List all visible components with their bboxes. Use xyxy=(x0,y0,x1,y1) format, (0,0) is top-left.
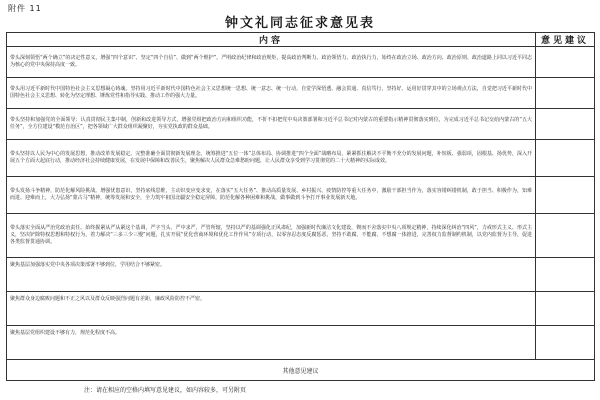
table-header-row xyxy=(7,33,595,47)
table-row xyxy=(7,47,595,78)
comment-cell[interactable] xyxy=(536,78,595,109)
content-column-header: 内容 xyxy=(7,33,536,47)
footer-note: 注：请在相应的空格内填写意见建议，如内容较多，可另附页 xyxy=(84,387,247,394)
table-row xyxy=(7,78,595,109)
comment-cell[interactable] xyxy=(536,258,595,292)
comment-cell[interactable] xyxy=(536,214,595,258)
feedback-table xyxy=(6,32,595,381)
attachment-label: 附件 11 xyxy=(8,4,42,13)
content-cell: 聚焦基层党组织建设不够有力，规范化程度不高。 xyxy=(7,326,536,360)
table-row xyxy=(7,109,595,140)
table-row xyxy=(7,258,595,292)
content-cell: 带头坚持以人民为中心的发展思想，推动改革发展稳定。完整准确全面贯彻新发展理念，统筹推进“五位一体”总体布局、协调推进“四个全面”战略布局，紧紧抓住解决不平衡不充分的发展问题，补短板、强弱项，固根基、扬优势，深入开展五个方面大起底行动，推动经济社会持续健康发展，在发展中保障和改善民生，聚焦解决人民群众急难愁盼问题，让人民群众享受到学习贯彻党的二十大精神的实际成效。 xyxy=(7,140,536,177)
content-cell: 带头用习近平新时代中国特色社会主义思想凝心铸魂。坚持用习近平新时代中国特色社会主义思想统一思想、统一意志、统一行动，自觉学深悟透、融会贯通、真信笃行，坚持好、运用好贯穿其中的立场观点方法，自觉把习近平新时代中国特色社会主义思想、转化为坚定理想、锤炼党性和指导实践、推动工作的强大力量。 xyxy=(7,78,536,109)
comment-cell[interactable] xyxy=(536,326,595,360)
comment-cell[interactable] xyxy=(536,177,595,214)
comment-cell[interactable] xyxy=(536,109,595,140)
comment-cell[interactable] xyxy=(536,292,595,326)
content-cell: 带头坚持和加强党的全面领导：认真贯彻民主集中制，创新和改进领导方式，增强党组把政治方向和组织功能，不折不扣把党中央决策部署和习近平总书记对内蒙古的重要指示精神贯彻落实到位，为完成习近平总书记交给内蒙古的“五大任务”，全方位建设“模范自治区”，把各领域广大群众组织凝聚好，夯实党执政的群众基础。 xyxy=(7,109,536,140)
table-row xyxy=(7,140,595,177)
comment-cell[interactable] xyxy=(536,47,595,78)
table-row xyxy=(7,292,595,326)
content-cell: 聚焦基层加强落实党中央各项决策部署不够到位，学用结合不够紧密。 xyxy=(7,258,536,292)
comment-cell[interactable] xyxy=(536,140,595,177)
table-row xyxy=(7,214,595,258)
table-row xyxy=(7,326,595,360)
other-comments-row xyxy=(7,360,595,381)
page-title: 钟文礼同志征求意见表 xyxy=(224,16,375,31)
content-cell: 带头深刻领悟“两个确立”的决定性意义，增强“四个意识”、坚定“四个自信”、做到“两个维护”。严明政治纪律和政治规矩，提高政治判断力、政治领悟力、政治执行力，始终在政治立场、政治方向、政治原则、政治道路上同以习近平同志为核心的党中央保持高度一致。 xyxy=(7,47,536,78)
comment-column-header: 意见建议 xyxy=(536,33,595,47)
content-cell: 带头落实全面从严治党政治责任。始终握紧从严从紧这个基调，严字当头、严中求严，严管所辖，坚持以严的基调强化正风肃纪，加强新时代廉洁文化建设，锲而不舍落实中央八项规定精神，持续深化纠治“四风”，力戒形式主义、形式主义，坚决铲除特权思想和特权行为，着力解决“三多三少三慢”问题，扎实开展“优化营商环境和优化工作作风”专项行动，以零容忍态度反腐惩恶，坚持不敢腐、不能腐、不想腐一体推进，完善权力监督制约机制，以党内监督为主导，促进各类监督贯通协调。 xyxy=(7,214,536,258)
content-cell: 带头发扬斗争精神，防范化解风险挑战。增强忧患意识，坚持底线思维，主动识变应变求变，在落实“五大任务”、推动高质量发展、乡村振兴、疫情防控等重大任务中，激励干部担当作为，落实容错纠错机制，敢于担当、积极作为，知难而进、迎难而上，大力弘扬“蒙古马”精神，统筹发展和安全，全力筑牢祖国北疆安全稳定屏障，防范化解各种困难和挑战，做事做到斗争打开事业发展新天地。 xyxy=(7,177,536,214)
table-row xyxy=(7,177,595,214)
content-cell: 聚焦群众身边腐败问题和不正之风以及群众反映强烈问题有差距，廉政风险防控不严密。 xyxy=(7,292,536,326)
other-comments-label: 其他意见建议 xyxy=(7,360,595,381)
